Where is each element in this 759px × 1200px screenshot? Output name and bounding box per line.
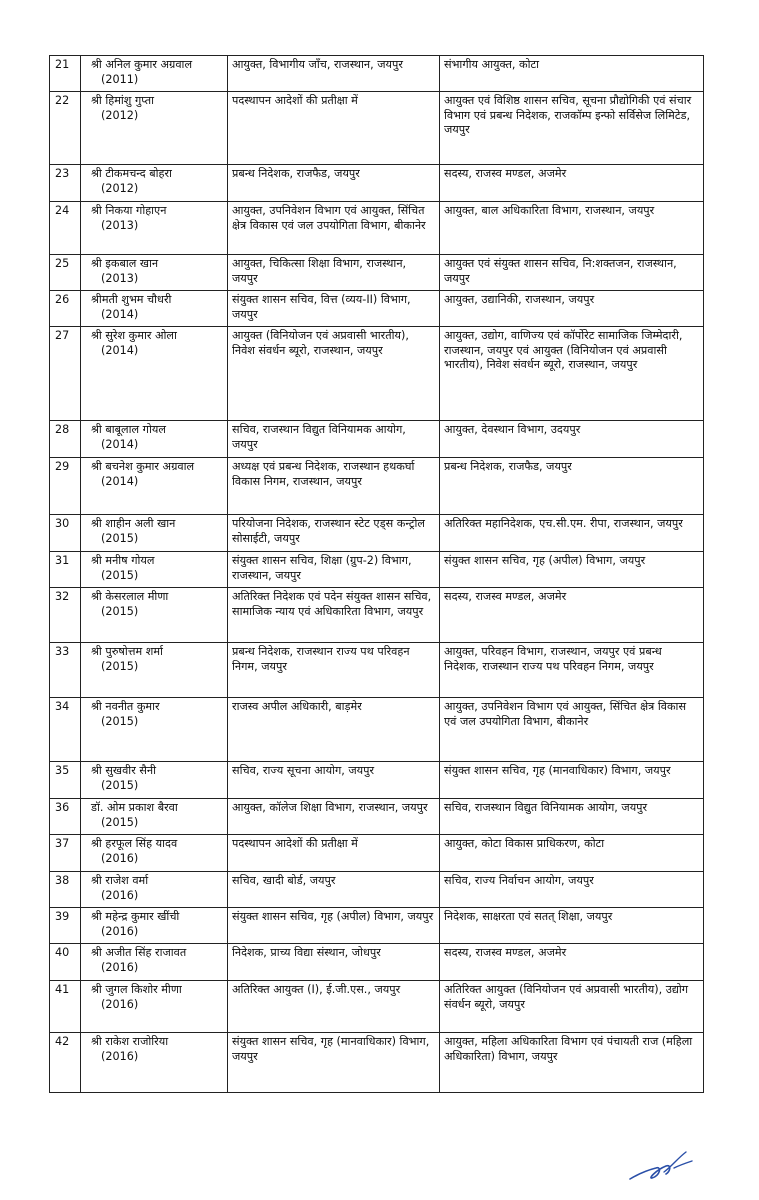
batch-year: (2016) xyxy=(101,960,139,974)
officer-name: डॉ. ओम प्रकाश बैरवा xyxy=(91,801,178,814)
batch-year: (2016) xyxy=(101,851,139,865)
current-posting-cell: अध्यक्ष एवं प्रबन्ध निदेशक, राजस्थान हथकर्घा विकास निगम, राजस्थान, जयपुर xyxy=(228,458,440,515)
officer-name: श्री महेन्द्र कुमार खींची xyxy=(91,910,180,923)
new-posting-cell: आयुक्त एवं संयुक्त शासन सचिव, नि:शक्तजन, राजस्थान, जयपुर xyxy=(440,255,704,291)
serial-number-cell: 42 xyxy=(50,1033,81,1093)
serial-number-cell: 25 xyxy=(50,255,81,291)
batch-year: (2012) xyxy=(101,181,139,195)
current-posting-cell: परियोजना निदेशक, राजस्थान स्टेट एड्स कन्ट्रोल सोसाईटी, जयपुर xyxy=(228,515,440,552)
officer-name: श्री टीकमचन्द बोहरा xyxy=(91,167,172,180)
table-row xyxy=(50,202,704,255)
serial-number-cell: 21 xyxy=(50,56,81,92)
serial-number-cell: 35 xyxy=(50,762,81,799)
officer-cell xyxy=(81,643,228,698)
officer-name: श्री नवनीत कुमार xyxy=(91,700,160,713)
current-posting-cell: राजस्व अपील अधिकारी, बाड़मेर xyxy=(228,698,440,762)
officer-cell xyxy=(81,981,228,1033)
new-posting-cell: आयुक्त, उद्योग, वाणिज्य एवं कॉर्पोरेट सामाजिक जिम्मेदारी, राजस्थान, जयपुर एवं आयुक्त (विनियोजन एवं अप्रवासी भारतीय), निवेश संवर्धन ब्यूरो, राजस्थान, जयपुर xyxy=(440,327,704,421)
serial-number-cell: 34 xyxy=(50,698,81,762)
current-posting-cell: आयुक्त (विनियोजन एवं अप्रवासी भारतीय), निवेश संवर्धन ब्यूरो, राजस्थान, जयपुर xyxy=(228,327,440,421)
batch-year: (2015) xyxy=(101,815,139,829)
current-posting-cell: संयुक्त शासन सचिव, शिक्षा (ग्रुप-2) विभाग, राजस्थान, जयपुर xyxy=(228,552,440,588)
officer-cell xyxy=(81,835,228,872)
officer-cell xyxy=(81,202,228,255)
serial-number-cell: 40 xyxy=(50,944,81,981)
table-row xyxy=(50,835,704,872)
serial-number-cell: 32 xyxy=(50,588,81,643)
officer-name: श्री निकया गोहाएन xyxy=(91,204,167,217)
signature-icon xyxy=(626,1146,696,1188)
batch-year: (2016) xyxy=(101,997,139,1011)
table-row xyxy=(50,515,704,552)
new-posting-cell: संयुक्त शासन सचिव, गृह (अपील) विभाग, जयपुर xyxy=(440,552,704,588)
officer-name: श्री हरफूल सिंह यादव xyxy=(91,837,178,850)
batch-year: (2016) xyxy=(101,924,139,938)
new-posting-cell: आयुक्त एवं विशिष्ठ शासन सचिव, सूचना प्रौद्योगिकी एवं संचार विभाग एवं प्रबन्ध निदेशक, राजकॉम्प इन्फो सर्विसेज लिमिटेड, जयपुर xyxy=(440,92,704,165)
current-posting-cell: सचिव, राज्य सूचना आयोग, जयपुर xyxy=(228,762,440,799)
batch-year: (2016) xyxy=(101,1049,139,1063)
serial-number-cell: 30 xyxy=(50,515,81,552)
officer-cell xyxy=(81,165,228,202)
new-posting-cell: सदस्य, राजस्व मण्डल, अजमेर xyxy=(440,165,704,202)
current-posting-cell: आयुक्त, विभागीय जाँच, राजस्थान, जयपुर xyxy=(228,56,440,92)
transfer-list-body xyxy=(50,56,704,1093)
serial-number-cell: 41 xyxy=(50,981,81,1033)
table-row xyxy=(50,56,704,92)
serial-number-cell: 26 xyxy=(50,291,81,327)
officer-name: श्री राजेश वर्मा xyxy=(91,874,149,887)
table-row xyxy=(50,799,704,835)
current-posting-cell: सचिव, खादी बोर्ड, जयपुर xyxy=(228,872,440,908)
new-posting-cell: सदस्य, राजस्व मण्डल, अजमेर xyxy=(440,944,704,981)
serial-number-cell: 27 xyxy=(50,327,81,421)
serial-number-cell: 22 xyxy=(50,92,81,165)
officer-name: श्री जुगल किशोर मीणा xyxy=(91,983,182,996)
current-posting-cell: आयुक्त, चिकित्सा शिक्षा विभाग, राजस्थान, जयपुर xyxy=(228,255,440,291)
new-posting-cell: आयुक्त, उपनिवेशन विभाग एवं आयुक्त, सिंचित क्षेत्र विकास एवं जल उपयोगिता विभाग, बीकानेर xyxy=(440,698,704,762)
new-posting-cell: आयुक्त, उद्यानिकी, राजस्थान, जयपुर xyxy=(440,291,704,327)
new-posting-cell: संयुक्त शासन सचिव, गृह (मानवाधिकार) विभाग, जयपुर xyxy=(440,762,704,799)
officer-name: श्री हिमांशु गुप्ता xyxy=(91,94,154,107)
new-posting-cell: सदस्य, राजस्व मण्डल, अजमेर xyxy=(440,588,704,643)
officer-name: श्री शाहीन अली खान xyxy=(91,517,176,530)
table-row xyxy=(50,165,704,202)
current-posting-cell: आयुक्त, उपनिवेशन विभाग एवं आयुक्त, सिंचित क्षेत्र विकास एवं जल उपयोगिता विभाग, बीकानेर xyxy=(228,202,440,255)
current-posting-cell: संयुक्त शासन सचिव, गृह (अपील) विभाग, जयपुर xyxy=(228,908,440,944)
batch-year: (2015) xyxy=(101,604,139,618)
current-posting-cell: अतिरिक्त आयुक्त (I), ई.जी.एस., जयपुर xyxy=(228,981,440,1033)
serial-number-cell: 29 xyxy=(50,458,81,515)
batch-year: (2013) xyxy=(101,218,139,232)
table-row xyxy=(50,762,704,799)
serial-number-cell: 36 xyxy=(50,799,81,835)
new-posting-cell: संभागीय आयुक्त, कोटा xyxy=(440,56,704,92)
batch-year: (2014) xyxy=(101,343,139,357)
table-row xyxy=(50,908,704,944)
officer-name: श्रीमती शुभम चौधरी xyxy=(91,293,172,306)
officer-cell xyxy=(81,872,228,908)
new-posting-cell: आयुक्त, परिवहन विभाग, राजस्थान, जयपुर एवं प्रबन्ध निदेशक, राजस्थान राज्य पथ परिवहन निगम, जयपुर xyxy=(440,643,704,698)
serial-number-cell: 23 xyxy=(50,165,81,202)
officer-cell xyxy=(81,588,228,643)
new-posting-cell: आयुक्त, देवस्थान विभाग, उदयपुर xyxy=(440,421,704,458)
batch-year: (2015) xyxy=(101,778,139,792)
officer-name: श्री बाबूलाल गोयल xyxy=(91,423,166,436)
new-posting-cell: अतिरिक्त महानिदेशक, एच.सी.एम. रीपा, राजस्थान, जयपुर xyxy=(440,515,704,552)
new-posting-cell: आयुक्त, कोटा विकास प्राधिकरण, कोटा xyxy=(440,835,704,872)
serial-number-cell: 38 xyxy=(50,872,81,908)
officer-cell xyxy=(81,908,228,944)
officer-cell xyxy=(81,327,228,421)
officer-name: श्री पुरुषोत्तम शर्मा xyxy=(91,645,163,658)
batch-year: (2014) xyxy=(101,437,139,451)
officer-name: श्री राकेश राजोरिया xyxy=(91,1035,169,1048)
table-row xyxy=(50,291,704,327)
new-posting-cell: आयुक्त, बाल अधिकारिता विभाग, राजस्थान, जयपुर xyxy=(440,202,704,255)
current-posting-cell: संयुक्त शासन सचिव, गृह (मानवाधिकार) विभाग, जयपुर xyxy=(228,1033,440,1093)
new-posting-cell: अतिरिक्त आयुक्त (विनियोजन एवं अप्रवासी भारतीय), उद्योग संवर्धन ब्यूरो, जयपुर xyxy=(440,981,704,1033)
officer-name: श्री सुरेश कुमार ओला xyxy=(91,329,177,342)
officer-cell xyxy=(81,1033,228,1093)
officer-cell xyxy=(81,458,228,515)
officer-cell xyxy=(81,552,228,588)
officer-cell xyxy=(81,291,228,327)
batch-year: (2013) xyxy=(101,271,139,285)
table-row xyxy=(50,1033,704,1093)
batch-year: (2012) xyxy=(101,108,139,122)
officer-name: श्री बचनेश कुमार अग्रवाल xyxy=(91,460,195,473)
officer-name: श्री केसरलाल मीणा xyxy=(91,590,169,603)
officer-name: श्री इकबाल खान xyxy=(91,257,159,270)
new-posting-cell: प्रबन्ध निदेशक, राजफैड, जयपुर xyxy=(440,458,704,515)
current-posting-cell: संयुक्त शासन सचिव, वित्त (व्यय-II) विभाग, जयपुर xyxy=(228,291,440,327)
serial-number-cell: 33 xyxy=(50,643,81,698)
serial-number-cell: 31 xyxy=(50,552,81,588)
current-posting-cell: प्रबन्ध निदेशक, राजफैड, जयपुर xyxy=(228,165,440,202)
batch-year: (2015) xyxy=(101,659,139,673)
table-row xyxy=(50,643,704,698)
table-row xyxy=(50,588,704,643)
current-posting-cell: निदेशक, प्राच्य विद्या संस्थान, जोधपुर xyxy=(228,944,440,981)
table-row xyxy=(50,421,704,458)
officer-name: श्री सुखवीर सैनी xyxy=(91,764,157,777)
table-row xyxy=(50,981,704,1033)
table-row xyxy=(50,944,704,981)
table-row xyxy=(50,255,704,291)
table-row xyxy=(50,872,704,908)
current-posting-cell: अतिरिक्त निदेशक एवं पदेन संयुक्त शासन सचिव, सामाजिक न्याय एवं अधिकारिता विभाग, जयपुर xyxy=(228,588,440,643)
officer-name: श्री मनीष गोयल xyxy=(91,554,155,567)
serial-number-cell: 28 xyxy=(50,421,81,458)
officer-cell xyxy=(81,255,228,291)
batch-year: (2015) xyxy=(101,568,139,582)
table-row xyxy=(50,458,704,515)
table-row xyxy=(50,698,704,762)
officer-cell xyxy=(81,762,228,799)
new-posting-cell: निदेशक, साक्षरता एवं सतत् शिक्षा, जयपुर xyxy=(440,908,704,944)
officer-name: श्री अनिल कुमार अग्रवाल xyxy=(91,58,193,71)
batch-year: (2011) xyxy=(101,72,139,86)
current-posting-cell: सचिव, राजस्थान विद्युत विनियामक आयोग, जयपुर xyxy=(228,421,440,458)
officer-name: श्री अजीत सिंह राजावत xyxy=(91,946,187,959)
officer-cell xyxy=(81,421,228,458)
serial-number-cell: 39 xyxy=(50,908,81,944)
officer-cell xyxy=(81,799,228,835)
officer-cell xyxy=(81,515,228,552)
batch-year: (2014) xyxy=(101,307,139,321)
officer-cell xyxy=(81,944,228,981)
officer-cell xyxy=(81,698,228,762)
serial-number-cell: 37 xyxy=(50,835,81,872)
table-row xyxy=(50,327,704,421)
current-posting-cell: पदस्थापन आदेशों की प्रतीक्षा में xyxy=(228,835,440,872)
new-posting-cell: आयुक्त, महिला अधिकारिता विभाग एवं पंचायती राज (महिला अधिकारिता) विभाग, जयपुर xyxy=(440,1033,704,1093)
table-row xyxy=(50,552,704,588)
current-posting-cell: पदस्थापन आदेशों की प्रतीक्षा में xyxy=(228,92,440,165)
transfer-list-table xyxy=(49,55,704,1093)
officer-cell xyxy=(81,92,228,165)
current-posting-cell: प्रबन्ध निदेशक, राजस्थान राज्य पथ परिवहन निगम, जयपुर xyxy=(228,643,440,698)
new-posting-cell: सचिव, राजस्थान विद्युत विनियामक आयोग, जयपुर xyxy=(440,799,704,835)
batch-year: (2015) xyxy=(101,531,139,545)
officer-cell xyxy=(81,56,228,92)
current-posting-cell: आयुक्त, कॉलेज शिक्षा विभाग, राजस्थान, जयपुर xyxy=(228,799,440,835)
batch-year: (2014) xyxy=(101,474,139,488)
new-posting-cell: सचिव, राज्य निर्वाचन आयोग, जयपुर xyxy=(440,872,704,908)
serial-number-cell: 24 xyxy=(50,202,81,255)
batch-year: (2016) xyxy=(101,888,139,902)
batch-year: (2015) xyxy=(101,714,139,728)
table-row xyxy=(50,92,704,165)
